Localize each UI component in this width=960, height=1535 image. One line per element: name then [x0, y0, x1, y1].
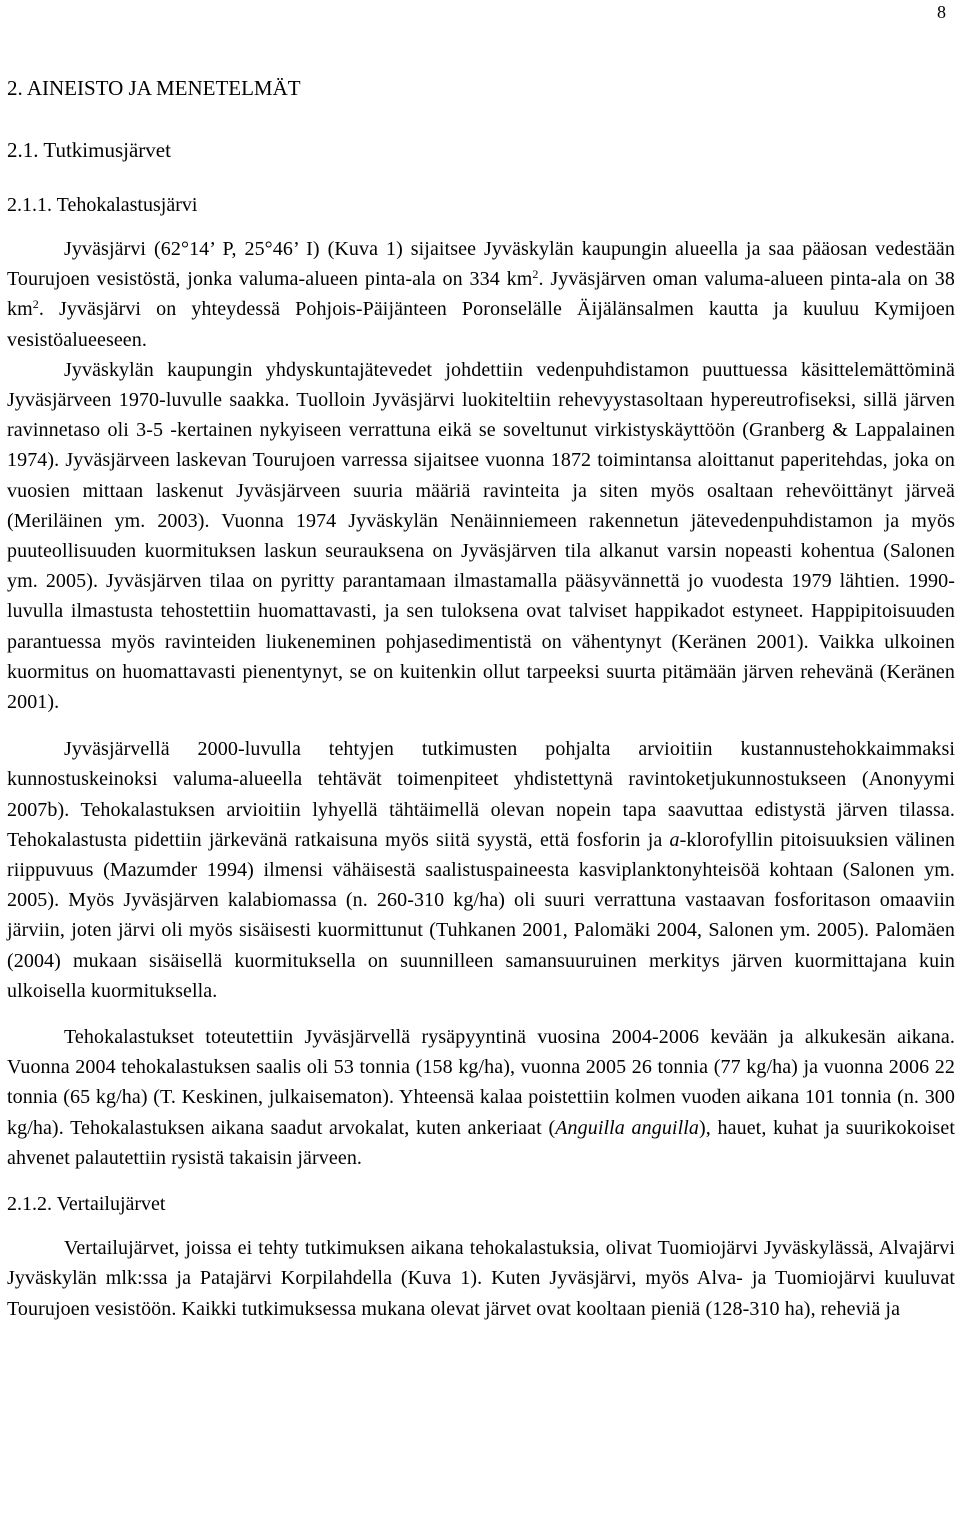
species-name: Anguilla anguilla: [555, 1116, 700, 1139]
subsection-heading: 2.1. Tutkimusjärvet: [7, 138, 171, 162]
paragraph-4-text-a: Tehokalastukset toteutettiin Jyväsjärvellä rysäpyyntinä vuosina 2004-2006 kevään ja alkukesän aikana. Vuonna 2004 tehokalastuksen saalis oli 53 tonnia (158 kg/ha), vuonna 2005 26 tonnia (77 kg/ha) ja vuonna 2006 22 tonnia (65 kg/ha) (T. Keskinen, julkaisematon). Yhteensä kalaa poistettiin kolmen vuoden aikana 101 tonnia (n. 300 kg/ha). Tehokalastuksen aikana saadut arvokalat, kuten ankeriaat (: [7, 1026, 955, 1139]
paragraph-1-text-a: Jyväsjärvi (62°14’ P, 25°46’ I) (Kuva 1) sijaitsee Jyväskylän kaupungin alueella ja saa pääosan vedestään Tourujoen vesistöstä, jonka valuma-alueen pinta-ala on 334 km: [7, 238, 955, 291]
paragraph-2: Jyväskylän kaupungin yhdyskuntajätevedet johdettiin vedenpuhdistamon puuttuessa käsittelemättöminä Jyväsjärveen 1970-luvulle saakka. Tuolloin Jyväsjärvi luokiteltiin rehevyystasoltaan hypereutrofiseksi, sillä järven ravinnetaso oli 3-5 -kertainen nykyiseen verrattuna eikä se soveltunut virkistyskäyttöön (Granberg & Lappalainen 1974). Jyväsjärveen laskevan Tourujoen varressa sijaitsee vuonna 1872 toimintansa aloittanut paperitehdas, joka on vuosien mittaan laskenut Jyväsjärveen suuria määriä ravinteita ja siten myös osaltaan rehevöittänyt järveä (Meriläinen ym. 2003). Vuonna 1974 Jyväskylän Nenäinniemeen rakennetun jätevedenpuhdistamon ja myös puuteollisuuden kuormituksen laskun seurauksena on Jyväsjärven tila alkanut varsin nopeasti kohentua (Salonen ym. 2005). Jyväsjärven tilaa on pyritty parantamaan ilmastamalla pääsyvännettä jo vuodesta 1979 lähtien. 1990-luvulla ilmastusta tehostettiin huomattavasti, ja sen tuloksena ovat talviset happikadot estyneet. Happipitoisuuden parantuessa myös ravinteiden liukeneminen pohjasedimentistä on vähentynyt (Keränen 2001). Vaikka ulkoinen kuormitus on huomattavasti pienentynyt, se on kuitenkin ollut tarpeeksi suurta pitämään järven rehevänä (Keränen 2001).: [7, 358, 955, 714]
paragraph-1-text-c: . Jyväsjärvi on yhteydessä Pohjois-Päijänteen Poronselälle Äijälänsalmen kautta ja kuuluu Kymijoen vesistöalueeseen.: [7, 298, 955, 351]
italic-a: a: [669, 828, 680, 851]
paragraph-3: [7, 734, 955, 1006]
paragraph-3-text-a: Jyväsjärvellä 2000-luvulla tehtyjen tutkimusten pohjalta arvioitiin kustannustehokkaimmaksi kunnostuskeinoksi valuma-alueella tehtävät toimenpiteet yhdistettynä ravintoketjukunnostukseen (Anonyymi 2007b). Tehokalastuksen arvioitiin lyhyellä tähtäimellä olevan nopein tapa saavuttaa edistystä järven tilassa. Tehokalastusta pidettiin järkevänä ratkaisuna myös siitä syystä, että fosforin ja: [7, 738, 955, 851]
paragraph-4: [7, 1022, 955, 1173]
paragraph-4-text-b: ), hauet, kuhat ja suurikokoiset ahvenet palautettiin rysistä takaisin järveen.: [7, 1116, 955, 1169]
subsubsection-heading-2: 2.1.2. Vertailujärvet: [7, 1193, 166, 1216]
paragraph-1-text-b: . Jyväsjärven oman valuma-alueen pinta-ala on 38 km: [7, 268, 955, 321]
superscript: 2: [532, 267, 539, 282]
paragraph-5: Vertailujärvet, joissa ei tehty tutkimuksen aikana tehokalastuksia, olivat Tuomiojärvi Jyväskylässä, Alvajärvi Jyväskylän mlk:ssa ja Patajärvi Korpilahdella (Kuva 1). Kuten Jyväsjärvi, myös Alva- ja Tuomiojärvi kuuluvat Tourujoen vesistöön. Kaikki tutkimuksessa mukana olevat järvet ovat kooltaan pieniä (128-310 ha), reheviä ja: [7, 1237, 955, 1320]
section-heading: 2. AINEISTO JA MENETELMÄT: [7, 76, 301, 100]
paragraph-1: [7, 234, 955, 355]
page-content: [7, 72, 955, 1324]
page-number: 8: [937, 2, 946, 22]
superscript: 2: [32, 297, 39, 312]
paragraph-3-text-b: -klorofyllin pitoisuuksien välinen riippuvuus (Mazumder 1994) ilmensi vähäisestä saalistuspaineesta kasviplanktonyhteisöä kohtaan (Salonen ym. 2005). Myös Jyväsjärven kalabiomassa (n. 260-310 kg/ha) oli suuri verrattuna vastaavan fosforitason omaaviin järviin, joten järvi oli myös sisäisesti kuormittunut (Tuhkanen 2001, Palomäki 2004, Salonen ym. 2005). Palomäen (2004) mukaan sisäisellä kuormituksella on suunnilleen samansuuruinen merkitys järven kuormittajana kuin ulkoisella kuormituksella.: [7, 828, 955, 1002]
subsubsection-heading-1: 2.1.1. Tehokalastusjärvi: [7, 194, 198, 216]
